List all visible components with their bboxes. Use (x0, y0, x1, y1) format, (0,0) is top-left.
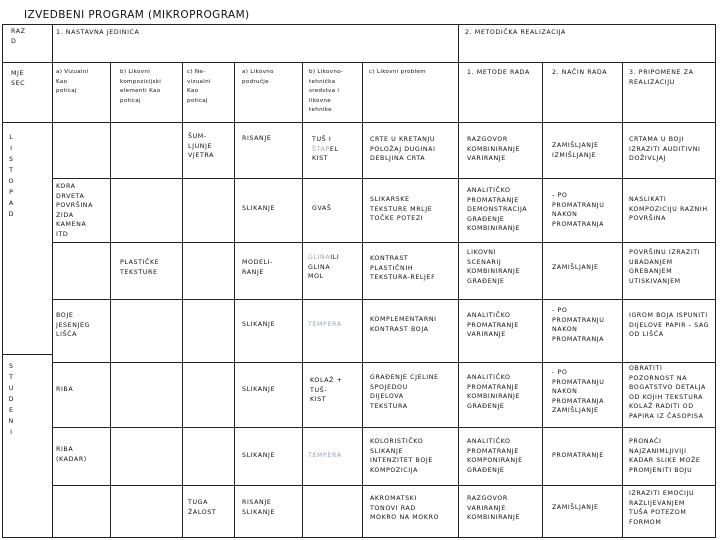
art-problem: KONTRAST PLASTIČNIH TEKSTURA-RELJEF (370, 255, 436, 281)
work-methods: LIKOVNI SCENARIJ KOMBINIRANJE GRAĐENJE (467, 249, 521, 285)
art-area: RISANJE (242, 135, 272, 142)
work-way: PROMATRANJE (552, 452, 604, 459)
art-problem: KOMPLEMENTARNI KONTRAST BOJA (370, 316, 437, 333)
art-area: SLIKANJE (242, 321, 276, 328)
realization-note: IGROM BOJA ISPUNITI DIJELOVE PAPIR - SAG OD LIŠĆA (629, 312, 710, 338)
work-way: ZAMIŠLJANJE (552, 504, 599, 511)
program-table (2, 24, 716, 538)
month-studeni: S T U D E N I (8, 363, 14, 436)
compositional-elements: PLASTIČKE TEKSTURE (120, 259, 160, 276)
art-area: RISANJE SLIKANJE (242, 499, 276, 516)
header-notes: 3. PRIPOMENE ZA REALIZACIJU (629, 69, 694, 86)
art-area: MODELI- RANJE (242, 259, 274, 276)
art-area: SLIKANJE (242, 205, 276, 212)
header-method: 2. METODIČKA REALIZACIJA (465, 29, 566, 36)
header-elements: b) Likovni kompozicijski elementi Kao poticaj (120, 69, 162, 104)
technique: TUŠ I ŠTAPEL KIST (312, 136, 339, 162)
work-way: ZAMIŠLJANJE (552, 264, 599, 271)
header-unit: 1. NASTAVNA JEDINICA (56, 29, 140, 36)
work-methods: ANALITIČKO PROMATRANJE KOMBINIRANJE GRAĐENJE (467, 374, 521, 410)
visual-stimulus: BOJE JESENJEG LIŠĆA (56, 312, 91, 338)
page-title: IZVEDBENI PROGRAM (MIKROPROGRAM) (24, 9, 250, 21)
work-methods: ANALITIČKO PROMATRANJE DEMONSTRACIJA GRAĐENJE KOMBINIRANJE (467, 187, 528, 232)
header-raz: RAZ D (11, 28, 26, 45)
nonvisual-stimulus: TUGA ŽALOST (188, 499, 217, 516)
realization-note: CRTAMA U BOJI IZRAZITI AUDITIVNI DOŽIVLJAJ (629, 136, 701, 162)
work-way: - PO PROMATRANJU NAKON PROMATRANJA (552, 307, 605, 343)
nonvisual-stimulus: ŠUM- LJUNJE VJETRA (188, 133, 215, 159)
art-problem: SLIKARSKE TEKSTURE MRLJE TOČKE POTEZI (370, 196, 433, 222)
realization-note: IZRAZITI EMOCIJU RAZLIJEVANJEM TUŠA POTEZOM FORMOM (629, 490, 695, 526)
technique: TEMPERA (308, 452, 342, 459)
art-problem: KOLORISTIČKO SLIKANJE INTENZITET BOJE KOMPOZICIJA (370, 438, 433, 474)
art-area: SLIKANJE (242, 452, 276, 459)
visual-stimulus: RIBA (56, 386, 74, 393)
realization-note: POVRŠINU IZRAZITI UBADANJEM GREBANJEM UTISKIVANJEM (629, 249, 701, 285)
month-listopad: L I S T O P A D (8, 134, 14, 218)
work-methods: RAZGOVOR KOMBINIRANJE VARIRANJE (467, 136, 521, 162)
header-methods: 1. METODE RADA (467, 69, 530, 76)
realization-note: OBRATITI POZORNOST NA BOGATSTVO DETALJA OD KOJIH TEKSTURA KOLAŽ RADITI OD PAPIRA IZ ČASOPISA (629, 365, 706, 420)
art-problem: CRTE U KRETANJU POLOŽAJ DUGINAI DEBLJINA CRTA (370, 136, 436, 162)
art-problem: GRAĐENJE CJELINE SPOJEDOU DIJELOVA TEKSTURA (370, 374, 439, 410)
technique: TEMPERA (308, 321, 342, 328)
header-area: a) Likovno područje (242, 69, 274, 85)
visual-stimulus: KORA DRVETA POVRŠINA ZIDA KAMENA ITD (56, 183, 93, 238)
header-problem: c) Likovni problem (369, 69, 426, 75)
work-methods: ANALITIČKO PROMATRANJE VARIRANJE (467, 312, 519, 338)
header-way: 2. NAČIN RADA (552, 69, 608, 76)
header-technique: b) Likovno- tehnička sredstva i likovne tehnike (309, 69, 344, 113)
visual-stimulus: RIBA (KADAR) (56, 446, 87, 463)
header-nonvisual: c) Ne- vizualni Kao poticaj (187, 69, 211, 104)
realization-note: PRONAĆI NAJZANIMLJIVIJI KADAR SLIKE MOŽE PROMJENITI BOJU (629, 438, 701, 474)
header-visual: a) Vizualni Kao poticaj (56, 69, 89, 94)
realization-note: NASLIKATI KOMPOZICIJU RAZNIH POVRŠINA (629, 196, 708, 222)
work-way: - PO PROMATRANJU NAKON PROMATRANJA ZAMIŠLJANJE (552, 369, 605, 414)
art-area: SLIKANJE (242, 386, 276, 393)
technique: KOLAŽ + TUŠ- KIST (310, 377, 343, 403)
art-problem: AKROMATSKI TONOVI RAD MOKRO NA MOKRO (370, 495, 440, 521)
work-way: ZAMIŠLJANJE IZMIŠLJANJE (552, 142, 599, 159)
work-way: - PO PROMATRANJU NAKON PROMATRANJA (552, 192, 605, 228)
technique: GLINAILI GLINA MOL (308, 254, 340, 280)
technique: GVAŠ (312, 205, 332, 212)
work-methods: ANALITIČKO PROMATRANJE KOMPONIRANJE GRAĐENJE (467, 438, 523, 474)
header-month: MJE SEC (11, 70, 26, 87)
work-methods: RAZGOVOR VARIRANJE KOMBINIRANJE (467, 495, 521, 521)
